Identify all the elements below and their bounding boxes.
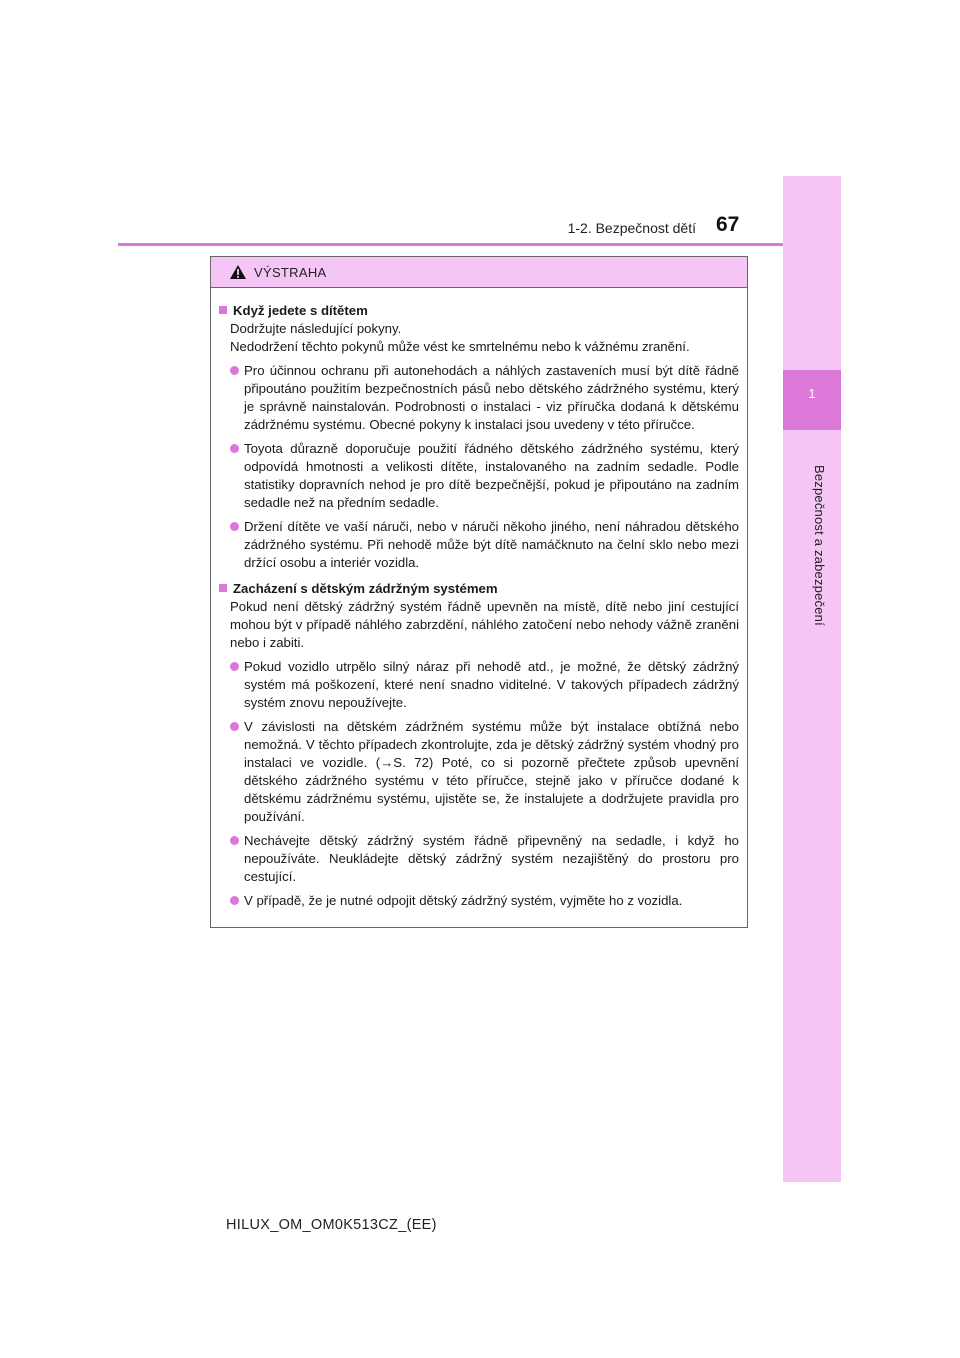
list-item [219, 658, 739, 712]
chapter-sidebar [783, 176, 841, 1182]
list-item-text: V případě, že je nutné odpojit dětský zádržný systém, vyjměte ho z vozidla. [244, 893, 683, 908]
list-item [219, 362, 739, 434]
round-bullet-icon [230, 366, 239, 375]
round-bullet-icon [230, 836, 239, 845]
header-divider [118, 243, 783, 246]
list-item-text: Pro účinnou ochranu při autonehodách a náhlých zastaveních musí být dítě řádně připoutáno použitím bezpečnostních pásů nebo dětského zádržného systému, který je správně nainstalován. Podrobnosti o instalaci - viz příručka dodaná k dětskému zádržnému systému. Obecné pokyny k instalaci jsou uvedeny v této příručce. [244, 363, 739, 432]
square-bullet-icon [219, 584, 227, 592]
round-bullet-icon [230, 896, 239, 905]
round-bullet-icon [230, 662, 239, 671]
warning-box [210, 256, 748, 928]
section-heading [219, 302, 739, 320]
section-intro: Dodržujte následující pokyny. Nedodržení těchto pokynů může vést ke smrtelnému nebo k vážnému zranění. [230, 321, 690, 354]
chapter-title: Bezpečnost a zabezpečení [812, 465, 827, 626]
warning-body [211, 288, 747, 910]
section-title: 1-2. Bezpečnost dětí [567, 220, 696, 236]
round-bullet-icon [230, 722, 239, 731]
square-bullet-icon [219, 306, 227, 314]
list-item [219, 518, 739, 572]
list-item-text: V závislosti na dětském zádržném systému může být instalace obtížná nebo nemožná. V těchto případech zkontrolujte, zda je dětský zádržný systém vhodný pro instalaci ve vozidle. (→S. 72) Poté, co si pozorně přečtete způsob upevnění dětského zádržného systému v této příručce, stejně jako v příručce dodané k dětskému zádržnému systému, ujistěte se, že instalujete a dodržujete pravidla pro používání. [244, 719, 739, 824]
list-item-text: Pokud vozidlo utrpělo silný náraz při nehodě atd., je možné, že dětský zádržný systém má poškození, které není snadno viditelné. V takových případech zádržný systém znovu nepoužívejte. [244, 659, 739, 710]
list-item-text: Toyota důrazně doporučuje použití řádného dětského zádržného systému, který odpovídá hmotnosti a velikosti dítěte, instalovaného na zadním sedadle. Podle statistiky dopravních nehod je pro dítě bezpečnější, pokud je připoutáno na zadním sedadle než na předním sedadle. [244, 441, 739, 510]
section-heading-text: Když jedete s dítětem [233, 303, 368, 318]
section-heading [219, 580, 739, 598]
list-item [219, 718, 739, 826]
chapter-number: 1 [808, 386, 816, 401]
round-bullet-icon [230, 522, 239, 531]
list-item-text: Držení dítěte ve vaší náruči, nebo v náruči někoho jiného, není náhradou dětského zádržného systému. Při nehodě může být dítě namáčknuto na čelní sklo nebo mezi držící osobu a interiér vozidla. [244, 519, 739, 570]
list-item [219, 832, 739, 886]
warning-triangle-icon [229, 264, 247, 280]
list-item [219, 440, 739, 512]
page-number: 67 [716, 213, 740, 236]
list-item-text: Nechávejte dětský zádržný systém řádně připevněný na sedadle, i když ho nepoužíváte. Neukládejte dětský zádržný systém nezajištěný do prostoru pro cestující. [244, 833, 739, 884]
list-item [219, 892, 739, 910]
warning-header [211, 257, 747, 288]
round-bullet-icon [230, 444, 239, 453]
section-intro: Pokud není dětský zádržný systém řádně upevněn na místě, dítě nebo jiní cestující mohou být v případě náhlého zabrzdění, náhlého zatočení nebo nehody vážně zraněni nebo i zabiti. [230, 599, 739, 650]
warning-title: VÝSTRAHA [254, 264, 327, 280]
document-code: HILUX_OM_OM0K513CZ_(EE) [226, 1217, 437, 1233]
section-heading-text: Zacházení s dětským zádržným systémem [233, 581, 498, 596]
